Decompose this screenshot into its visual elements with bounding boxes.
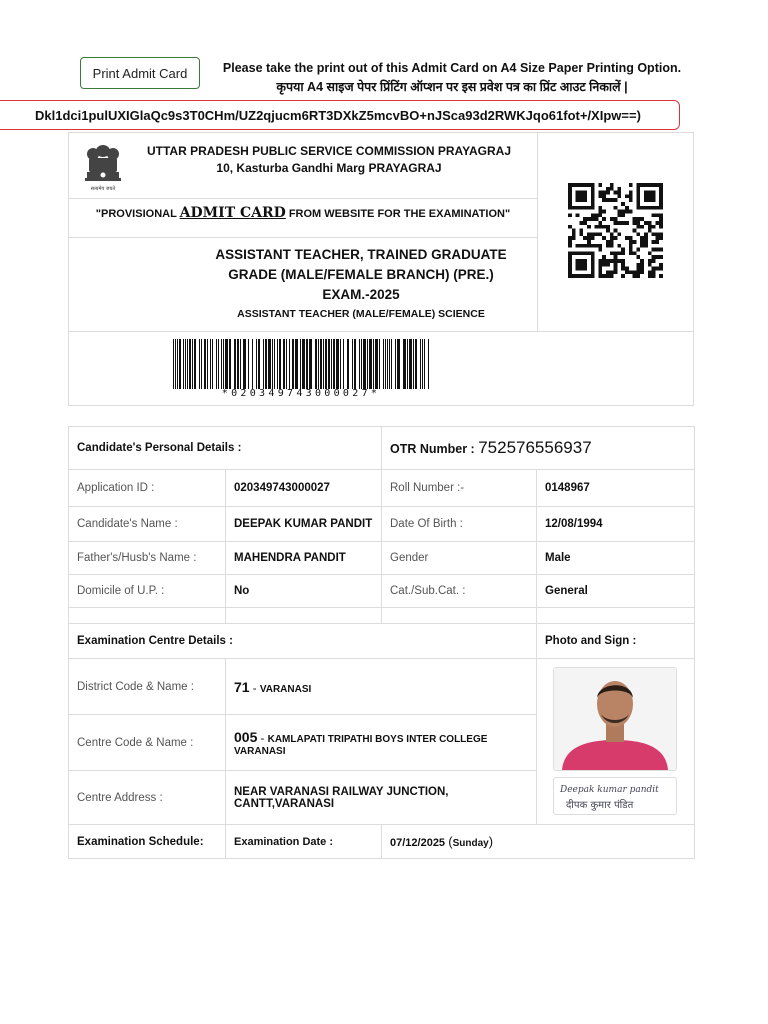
print-notice-hindi: कृपया A4 साइज पेपर प्रिंटिंग ऑप्शन पर इस प्रवेश पत्र का प्रिंट आउट निकालें | — [276, 80, 628, 94]
empty-cell — [226, 608, 382, 624]
dob-label: Date Of Birth : — [382, 507, 537, 542]
empty-cell — [537, 608, 695, 624]
candidate-name-label: Candidate's Name : — [69, 507, 226, 542]
candidate-details-table — [68, 426, 695, 859]
application-id-value: 020349743000027 — [226, 470, 382, 507]
roll-number-label: Roll Number :- — [382, 470, 537, 507]
state-emblem-icon — [79, 141, 127, 193]
roll-number-value: 0148967 — [537, 470, 695, 507]
admit-card-word: ADMIT CARD — [179, 205, 286, 221]
svg-text:दीपक कुमार पंडित: दीपक कुमार पंडित — [566, 800, 634, 811]
personal-details-heading: Candidate's Personal Details : — [69, 427, 382, 470]
provisional-admit-card-title: "PROVISIONAL ADMIT CARD FROM WEBSITE FOR THE EXAMINATION" — [95, 205, 511, 221]
barcode-icon — [173, 339, 429, 389]
centre-address-value: NEAR VARANASI RAILWAY JUNCTION, CANTT,VARANASI — [226, 771, 537, 825]
commission-address: 10, Kasturba Gandhi Marg PRAYAGRAJ — [216, 161, 442, 175]
commission-name: UTTAR PRADESH PUBLIC SERVICE COMMISSION PRAYAGRAJ — [146, 144, 512, 158]
verification-token-field — [0, 100, 680, 130]
otr-cell — [382, 427, 695, 470]
district-value: 71 - VARANASI — [226, 659, 537, 715]
admit-card-header — [68, 132, 694, 406]
centre-details-heading: Examination Centre Details : — [69, 624, 537, 659]
qr-code-icon — [568, 183, 663, 278]
father-name-value: MAHENDRA PANDIT — [226, 542, 382, 575]
svg-text:Deepak kumar pandit: Deepak kumar pandit — [560, 785, 659, 795]
exam-subject: ASSISTANT TEACHER (MALE/FEMALE) SCIENCE — [237, 308, 485, 320]
print-admit-card-button[interactable]: Print Admit Card — [80, 57, 200, 89]
commission-name-block — [129, 143, 529, 177]
exam-date-label: Examination Date : — [226, 825, 382, 859]
exam-schedule-heading: Examination Schedule: — [69, 825, 226, 859]
gender-value: Male — [537, 542, 695, 575]
photo-sign-cell — [537, 659, 695, 825]
father-name-label: Father's/Husb's Name : — [69, 542, 226, 575]
centre-code-value: 005 - KAMLAPATI TRIPATHI BOYS INTER COLLEGE VARANASI — [226, 715, 537, 771]
application-id-label: Application ID : — [69, 470, 226, 507]
empty-cell — [382, 608, 537, 624]
otr-label: OTR Number : — [390, 442, 479, 456]
print-notice-english: Please take the print out of this Admit Card on A4 Size Paper Printing Option. — [222, 61, 682, 75]
barcode-number: *020349743000027* — [221, 388, 381, 399]
category-label: Cat./Sub.Cat. : — [382, 575, 537, 608]
emblem-caption: सत्यमेव जयते — [90, 186, 116, 192]
candidate-signature — [553, 777, 677, 815]
photo-sign-heading: Photo and Sign : — [537, 624, 695, 659]
district-label: District Code & Name : — [69, 659, 226, 715]
domicile-value: No — [226, 575, 382, 608]
centre-address-label: Centre Address : — [69, 771, 226, 825]
verification-token: Dkl1dci1pulUXIGlaQc9s3T0CHm/UZ2qjucm6RT3DXkZ5mcvBO+nJSca93d2RWKJqo61fot+/XIpw==) — [35, 107, 641, 123]
print-notice — [212, 59, 692, 97]
gender-label: Gender — [382, 542, 537, 575]
empty-cell — [69, 608, 226, 624]
centre-code-label: Centre Code & Name : — [69, 715, 226, 771]
candidate-name-value: DEEPAK KUMAR PANDIT — [226, 507, 382, 542]
domicile-label: Domicile of U.P. : — [69, 575, 226, 608]
exam-date-value: 07/12/2025 (Sunday) — [382, 825, 695, 859]
category-value: General — [537, 575, 695, 608]
dob-value: 12/08/1994 — [537, 507, 695, 542]
candidate-photo — [553, 667, 677, 771]
otr-number: 752576556937 — [478, 438, 592, 457]
exam-title: ASSISTANT TEACHER, TRAINED GRADUATE GRADE (MALE/FEMALE BRANCH) (PRE.) EXAM.-2025 ASSISTANT TEACHER (MALE/FEMALE) SCIENCE — [211, 245, 511, 323]
